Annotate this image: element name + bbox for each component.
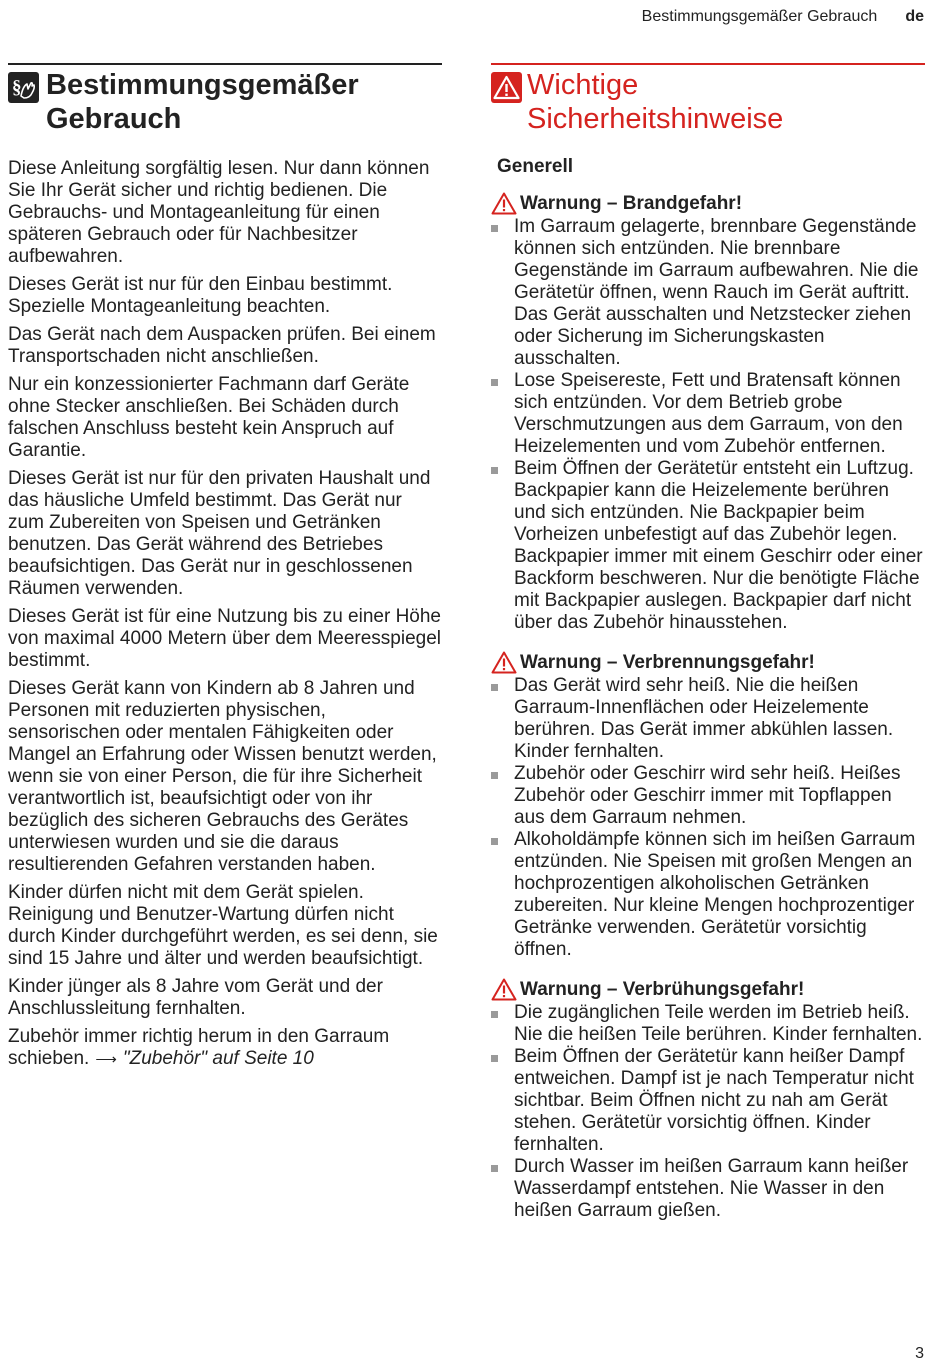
list-item-text: Lose Speisereste, Fett und Bratensaft können sich entzünden. Vor dem Betrieb grobe Verschmutzungen aus dem Garraum, von den Heizelementen und vom Zubehör entfernen. [514, 370, 903, 457]
paragraph: Dieses Gerät ist nur für den Einbau bestimmt. Spezielle Montageanleitung beachten. [8, 274, 393, 317]
list-item [491, 675, 925, 763]
square-bullet-icon [491, 1055, 498, 1062]
square-bullet-icon [491, 1165, 498, 1172]
header-lang: de [905, 8, 924, 25]
warning-list [491, 675, 925, 961]
warning-triangle-icon [491, 192, 517, 215]
left-column [8, 63, 442, 1077]
square-bullet-icon [491, 379, 498, 386]
right-title-line1: Wichtige [527, 69, 639, 101]
left-title-rule [8, 63, 442, 65]
list-item [491, 1002, 925, 1046]
square-bullet-icon [491, 1011, 498, 1018]
warning-heading [491, 192, 925, 215]
running-header [642, 8, 924, 26]
right-title-rule [491, 63, 925, 65]
paragraph: Das Gerät nach dem Auspacken prüfen. Bei einem Transportschaden nicht anschließen. [8, 324, 436, 367]
list-item-text: Das Gerät wird sehr heiß. Nie die heißen Garraum-Innenflächen oder Heizelemente berühren. Das Gerät immer abkühlen lassen. Kinder fernhalten. [514, 675, 894, 762]
list-item [491, 458, 925, 634]
warning-block [491, 978, 925, 1222]
paragraph: Dieses Gerät kann von Kindern ab 8 Jahren und Personen mit reduzierten physischen, sensorischen oder mentalen Fähigkeiten oder Mangel an Erfahrung oder Wissen benutzt werden, wenn sie von einer Person, die für ihre Sicherheit verantwortlich ist, beaufsichtigt oder von ihr bezüglich des sicheren Gebrauchs des Gerätes unterwiesen wurden und sie die daraus resultierenden Gefahren verstanden haben. [8, 678, 437, 875]
square-bullet-icon [491, 684, 498, 691]
list-item-text: Beim Öffnen der Gerätetür kann heißer Dampf entweichen. Dampf ist je nach Temperatur nicht sichtbar. Beim Öffnen nicht zu nah am Gerät stehen. Gerätetür vorsichtig öffnen. Kinder fernhalten. [514, 1046, 914, 1155]
list-item-text: Die zugänglichen Teile werden im Betrieb heiß. Nie die heißen Teile berühren. Kinder fernhalten. [514, 1002, 923, 1045]
paragraph: Dieses Gerät ist für eine Nutzung bis zu einer Höhe von maximal 4000 Metern über dem Meeresspiegel bestimmt. [8, 606, 441, 671]
left-title [8, 68, 442, 136]
square-bullet-icon [491, 467, 498, 474]
subheading: Generell [497, 156, 574, 177]
warning-list [491, 216, 925, 634]
warning-block [491, 192, 925, 634]
list-item [491, 1156, 925, 1222]
arrow-right-icon: ⟶ [95, 1051, 117, 1068]
right-title [491, 68, 925, 136]
paragraph: Nur ein konzessionierter Fachmann darf Geräte ohne Stecker anschließen. Bei Schäden durch falschen Anschluss besteht kein Anspruch auf Garantie. [8, 374, 410, 461]
paragraph-text: Zubehör immer richtig herum in den Garraum schieben. [8, 1026, 390, 1069]
left-title-line2: Gebrauch [46, 103, 182, 135]
list-item [491, 370, 925, 458]
page-reference-link[interactable]: "Zubehör" auf Seite 10 [122, 1048, 314, 1069]
warning-block [491, 651, 925, 961]
list-item-text: Im Garraum gelagerte, brennbare Gegenstände können sich entzünden. Nie brennbare Gegenstände im Garraum aufbewahren. Nie die Gerätetür öffnen, wenn Rauch im Gerät auftritt. Das Gerät ausschalten und Netzstecker ziehen oder Sicherung im Sicherungskasten ausschalten. [514, 216, 919, 369]
paragraph-with-reference [8, 1026, 442, 1071]
list-item [491, 1046, 925, 1156]
list-item-text: Zubehör oder Geschirr wird sehr heiß. Heißes Zubehör oder Geschirr immer mit Topflappen aus dem Garraum nehmen. [514, 763, 901, 828]
section-hand-icon [8, 72, 39, 103]
warning-triangle-icon [491, 651, 517, 674]
warning-heading [491, 978, 925, 1001]
paragraph: Kinder dürfen nicht mit dem Gerät spielen. Reinigung und Benutzer-Wartung dürfen nicht durch Kinder durchgeführt werden, es sei denn, sie sind 15 Jahre und älter und werden beaufsichtigt. [8, 882, 438, 969]
page-number: 3 [915, 1345, 924, 1362]
square-bullet-icon [491, 772, 498, 779]
left-title-line1: Bestimmungsgemäßer [46, 69, 359, 101]
warning-title: Warnung – Brandgefahr! [520, 192, 743, 214]
right-column [491, 63, 925, 1239]
warning-title: Warnung – Verbrühungsgefahr! [520, 978, 805, 1000]
header-section: Bestimmungsgemäßer Gebrauch [641, 8, 878, 25]
list-item-text: Durch Wasser im heißen Garraum kann heißer Wasserdampf entstehen. Nie Wasser in den heißen Garraum gießen. [514, 1156, 909, 1221]
square-bullet-icon [491, 225, 498, 232]
paragraph: Kinder jünger als 8 Jahre vom Gerät und der Anschlussleitung fernhalten. [8, 976, 383, 1019]
list-item [491, 216, 925, 370]
paragraph: Diese Anleitung sorgfältig lesen. Nur dann können Sie Ihr Gerät sicher und richtig bedienen. Die Gebrauchs- und Montageanleitung für einen späteren Gebrauch oder für Nachbesitzer aufbewahren. [8, 158, 430, 267]
warning-triangle-icon [491, 978, 517, 1001]
paragraph: Dieses Gerät ist nur für den privaten Haushalt und das häusliche Umfeld bestimmt. Das Gerät nur zum Zubereiten von Speisen und Getränken benutzen. Das Gerät während des Betriebes beaufsichtigen. Das Gerät nur in geschlossenen Räumen verwenden. [8, 468, 431, 599]
list-item-text: Alkoholdämpfe können sich im heißen Garraum entzünden. Nie Speisen mit großen Mengen an hochprozentigen alkoholischen Getränken zubereiten. Nur kleine Mengen hochprozentiger Getränke verwenden. Gerätetür vorsichtig öffnen. [514, 829, 916, 960]
warning-triangle-icon [491, 72, 522, 103]
list-item-text: Beim Öffnen der Gerätetür entsteht ein Luftzug. Backpapier kann die Heizelemente berühren und sich entzünden. Nie Backpapier beim Vorheizen unbefestigt auf das Zubehör legen. Backpapier immer mit einem Geschirr oder einer Backform beschweren. Nur die benötigte Fläche mit Backpapier auslegen. Backpapier darf nicht über das Zubehör hinausstehen. [514, 458, 923, 633]
warning-list [491, 1002, 925, 1222]
right-title-line2: Sicherheitshinweise [527, 103, 784, 135]
svg-text:§: § [12, 77, 22, 98]
list-item [491, 763, 925, 829]
list-item [491, 829, 925, 961]
warning-heading [491, 651, 925, 674]
warning-title: Warnung – Verbrennungsgefahr! [520, 651, 815, 673]
square-bullet-icon [491, 838, 498, 845]
